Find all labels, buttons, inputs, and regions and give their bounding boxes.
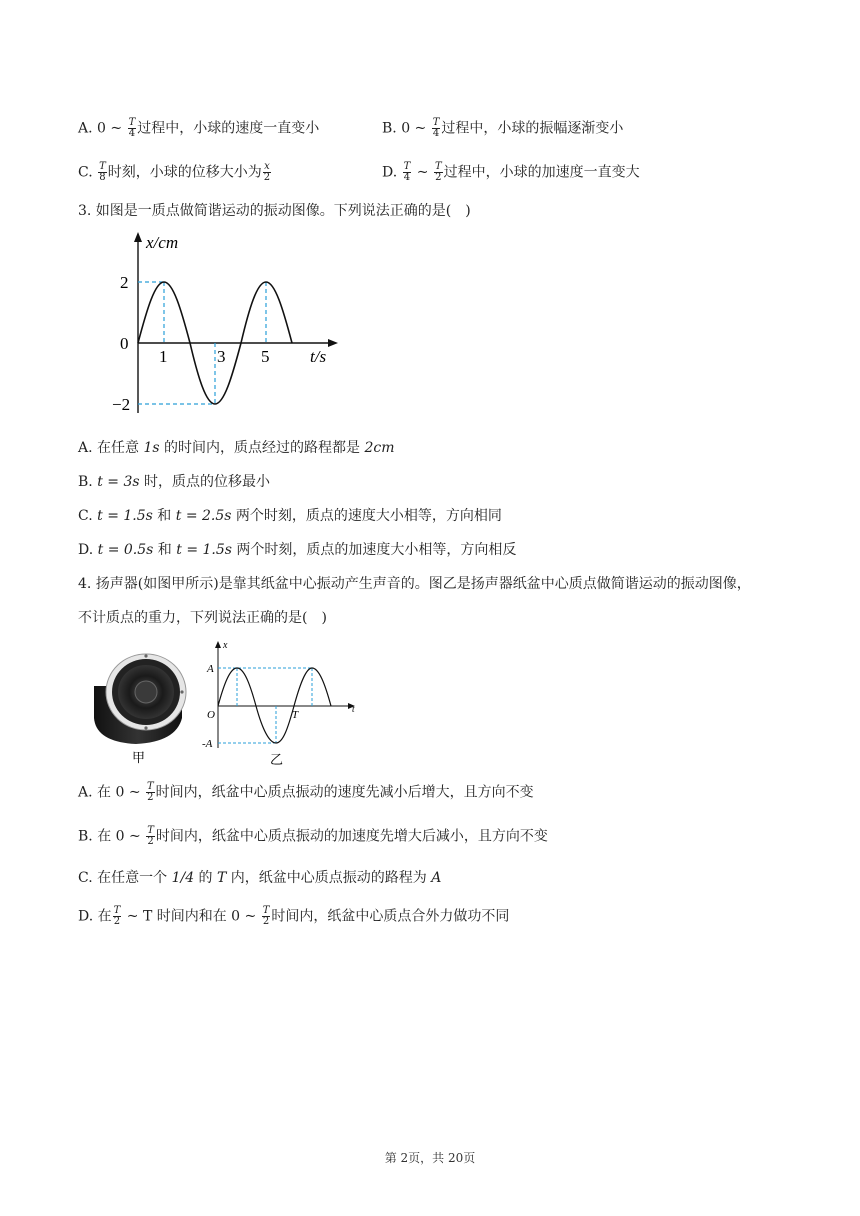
q3-option-a: A. 在任意 1s 的时间内，质点经过的路程都是 2cm (78, 440, 395, 456)
label-a: A (207, 663, 214, 675)
label-origin: O (207, 709, 215, 721)
x-axis-label: t/s (310, 347, 327, 366)
fraction: $\frac{T}{2}$ (147, 825, 154, 847)
q4-option-b: B. 在 0 ~ $\frac{T}{2}$ 时间内，纸盆中心质点振动的加速度先增大后减小，且方向不变 (78, 825, 548, 847)
fraction: $\frac{T}{4}$ (403, 161, 411, 183)
x-axis-arrow (328, 339, 338, 347)
fraction: $\frac{T}{8}$ (99, 161, 106, 183)
q4-option-d: D. 在 $\frac{T}{2}$ ~ T 时间内和在 0 ~ $\frac{T}{2}$ 时间内，纸盆中心质点合外力做功不同 (78, 905, 510, 927)
fraction: $\frac{T}{2}$ (113, 905, 121, 927)
fraction: $\frac{T}{2}$ (262, 905, 270, 927)
y-axis-label: x/cm (146, 233, 179, 252)
q2-option-c (78, 162, 272, 183)
q2-b-pre: B. 0 ~ (382, 120, 431, 137)
q3-option-d: D. t = 0.5s 和 t = 1.5s 两个时刻，质点的加速度大小相等，方向相反 (78, 542, 517, 558)
q2-a-text: 过程中，小球的速度一直变小 (137, 120, 320, 137)
q4-vibration-graph (200, 636, 364, 770)
y-axis-arrow (134, 232, 142, 242)
q3-vibration-graph (110, 228, 350, 418)
q2-c-text: 时刻，小球的位移大小为 (107, 164, 262, 181)
q2-a-pre: A. 0 ~ (78, 120, 127, 137)
y-tick-0: 0 (120, 334, 129, 353)
q4-option-c: C. 在任意一个 1/4 的 T 内，纸盆中心质点振动的路程为 A (78, 870, 442, 886)
x-tick-5: 5 (261, 347, 270, 366)
page-footer: 第 2页，共 20页 (384, 1151, 476, 1165)
q2-option-a (78, 118, 319, 139)
x-axis-label: t (352, 704, 355, 714)
q3-option-c: C. t = 1.5s 和 t = 2.5s 两个时刻，质点的速度大小相等，方向相同 (78, 508, 502, 524)
q3-stem: 3. 如图是一质点做简谐运动的振动图像。下列说法正确的是( ) (78, 203, 471, 219)
fraction: $\frac{T}{4}$ (432, 117, 440, 139)
q2-b-text: 过程中，小球的振幅逐渐变小 (441, 120, 624, 137)
q2-d-pre: D. (382, 164, 402, 181)
y-tick-2: 2 (120, 273, 129, 292)
q2-option-b (382, 118, 623, 139)
y-axis-arrow (215, 641, 221, 648)
q2-option-d: D. $\frac{T}{4}$ ~ $\frac{T}{2}$ 过程中，小球的加速度一直变大 (382, 161, 640, 183)
x-tick-3: 3 (217, 347, 226, 366)
label-neg-a: -A (202, 738, 213, 750)
q4-stem-line1: 4. 扬声器(如图甲所示)是靠其纸盆中心振动产生声音的。图乙是扬声器纸盆中心质点做简谐运动的振动图像， (78, 576, 751, 592)
q4-option-a: A. 在 0 ~ $\frac{T}{2}$ 时间内，纸盆中心质点振动的速度先减小后增大，且方向不变 (78, 781, 534, 803)
fraction: $\frac{T}{4}$ (128, 117, 136, 139)
speaker-image (86, 646, 190, 768)
q2-d-text: 过程中，小球的加速度一直变大 (443, 164, 640, 181)
y-tick-neg2: −2 (112, 395, 131, 414)
label-period: T (292, 709, 299, 721)
figure-label-yi: 乙 (270, 752, 284, 767)
fraction: $\frac{T}{2}$ (147, 781, 154, 803)
figure-label-jia: 甲 (132, 750, 146, 765)
fraction: $\frac{T}{2}$ (434, 161, 442, 183)
x-tick-1: 1 (159, 347, 168, 366)
q3-option-b: B. t = 3s 时，质点的位移最小 (78, 474, 271, 490)
q4-stem-line2: 不计质点的重力，下列说法正确的是( ) (78, 610, 327, 626)
q2-c-pre: C. (78, 164, 98, 181)
fraction: $\frac{x}{2}$ (263, 161, 271, 183)
y-axis-label: x (223, 640, 228, 651)
